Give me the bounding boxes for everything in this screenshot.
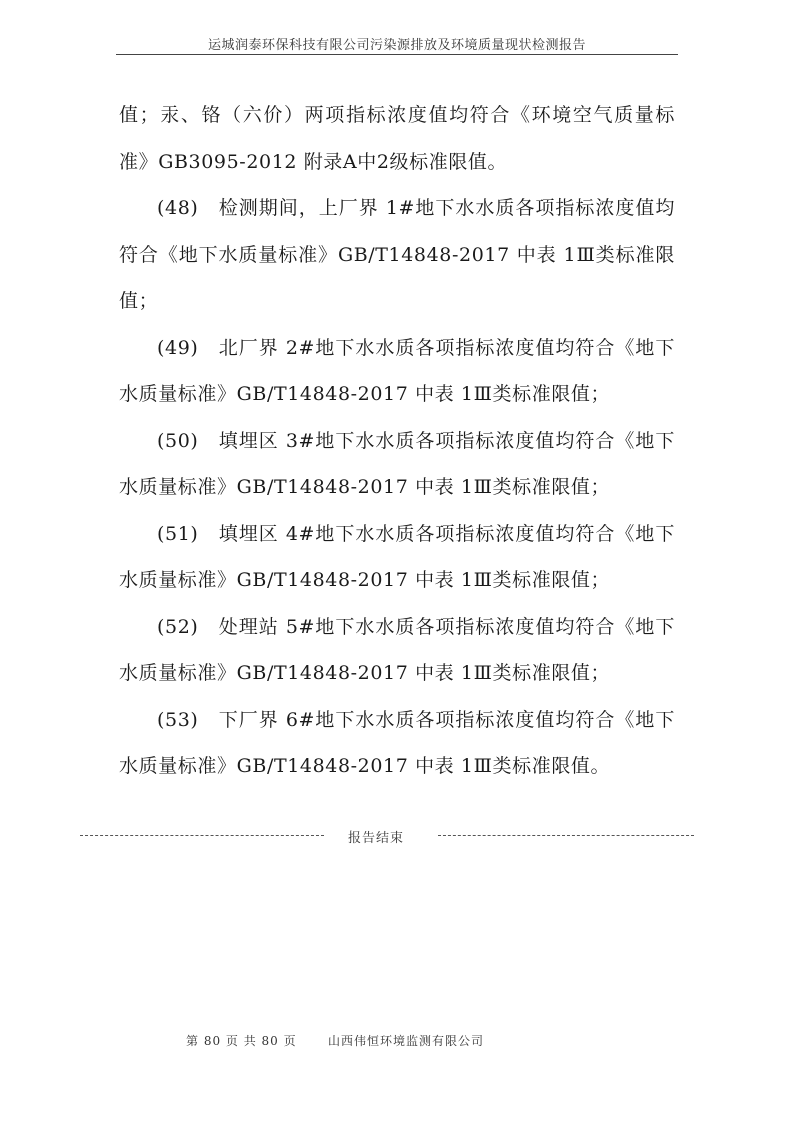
- dashed-divider-right: [438, 835, 694, 836]
- report-header-title: 运城润泰环保科技有限公司污染源排放及环境质量现状检测报告: [207, 38, 586, 53]
- header-divider: [116, 54, 678, 55]
- footer-company-name: 山西伟恒环境监测有限公司: [328, 1034, 485, 1048]
- report-body: [119, 92, 675, 790]
- paragraph-item-50: (50) 填埋区 3#地下水水质各项指标浓度值均符合《地下水质量标准》GB/T14848-2017 中表 1Ⅲ类标准限值；: [119, 429, 675, 498]
- paragraph-continuation: 值；汞、铬（六价）两项指标浓度值均符合《环境空气质量标准》GB3095-2012 附录A中2级标准限值。: [119, 104, 675, 173]
- paragraph-item-51: (51) 填埋区 4#地下水水质各项指标浓度值均符合《地下水质量标准》GB/T14848-2017 中表 1Ⅲ类标准限值；: [119, 522, 675, 591]
- paragraph-item-53: (53) 下厂界 6#地下水水质各项指标浓度值均符合《地下水质量标准》GB/T14848-2017 中表 1Ⅲ类标准限值。: [119, 708, 675, 777]
- paragraph-item-52: (52) 处理站 5#地下水水质各项指标浓度值均符合《地下水质量标准》GB/T14848-2017 中表 1Ⅲ类标准限值；: [119, 615, 675, 684]
- report-end-marker: [80, 826, 694, 846]
- paragraph-item-49: (49) 北厂界 2#地下水水质各项指标浓度值均符合《地下水质量标准》GB/T14848-2017 中表 1Ⅲ类标准限值；: [119, 336, 675, 405]
- page-number: 第 80 页 共 80 页: [186, 1034, 297, 1048]
- report-end-label: 报告结束: [348, 831, 405, 846]
- dashed-divider-left: [80, 835, 324, 836]
- paragraph-item-48: (48) 检测期间，上厂界 1#地下水水质各项指标浓度值均符合《地下水质量标准》GB/T14848-2017 中表 1Ⅲ类标准限值；: [119, 197, 675, 312]
